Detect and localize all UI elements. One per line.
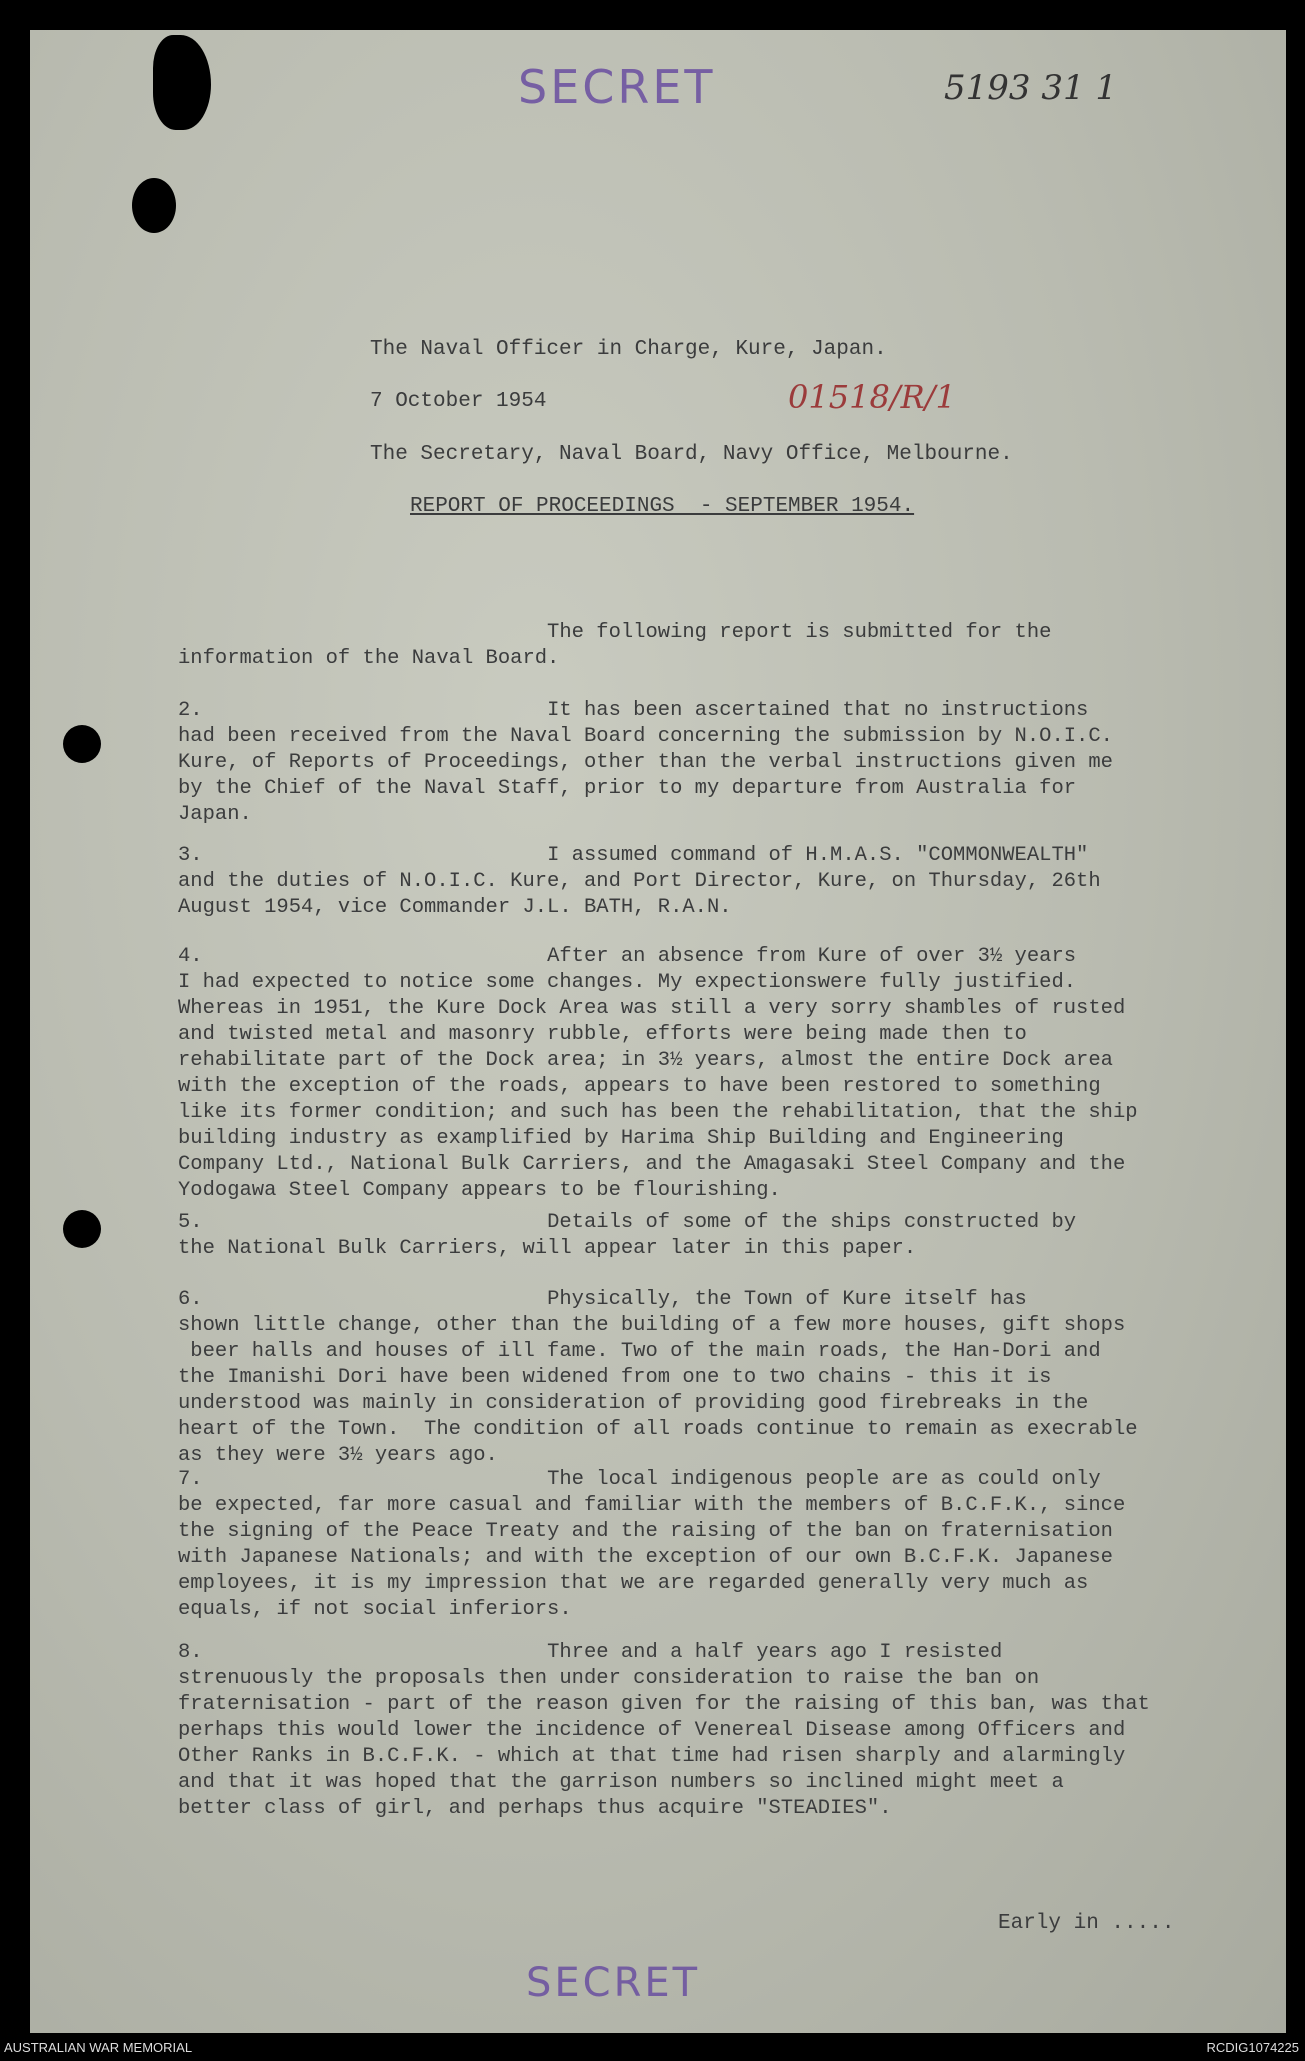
paragraph-line: I had expected to notice some changes. My expectionswere fully justified. <box>178 971 1077 994</box>
header-date: 7 October 1954 <box>370 390 547 413</box>
paragraph-line <box>178 1287 1138 1313</box>
paragraph-line: with Japanese Nationals; and with the exception of our own B.C.F.K. Japanese <box>178 1546 1113 1569</box>
footer-archive-id: RCDIG1074225 <box>1206 2040 1299 2055</box>
secret-stamp-bottom: SECRET <box>526 1960 701 2006</box>
paragraph-line: Japan. <box>178 803 252 826</box>
paragraph-7 <box>178 1467 1125 1623</box>
paragraph-number: 8. <box>178 1641 203 1664</box>
torn-hole <box>153 35 211 130</box>
paragraph-4 <box>178 944 1138 1204</box>
paragraph-text: The local indigenous people are as could only <box>202 1468 1101 1491</box>
paragraph-line: the National Bulk Carriers, will appear later in this paper. <box>178 1237 917 1260</box>
paragraph-line: better class of girl, and perhaps thus acquire "STEADIES". <box>178 1797 892 1820</box>
paragraph-line <box>178 1467 1125 1493</box>
paragraph-text: I assumed command of H.M.A.S. "COMMONWEALTH" <box>202 844 1089 867</box>
paragraph-line: equals, if not social inferiors. <box>178 1598 572 1621</box>
paragraph-line: and that it was hoped that the garrison numbers so inclined might meet a <box>178 1771 1064 1794</box>
paragraph-line: fraternisation - part of the reason given for the raising of this ban, was that <box>178 1693 1150 1716</box>
paragraph-line: like its former condition; and such has been the rehabilitation, that the ship <box>178 1101 1138 1124</box>
paragraph-line: perhaps this would lower the incidence of Venereal Disease among Officers and <box>178 1719 1126 1742</box>
paragraph-text: After an absence from Kure of over 3½ years <box>202 945 1077 968</box>
paragraph-line: beer halls and houses of ill fame. Two of the main roads, the Han-Dori and <box>178 1340 1101 1363</box>
paragraph-line: heart of the Town. The condition of all roads continue to remain as execrable <box>178 1418 1138 1441</box>
paragraph-3 <box>178 843 1101 921</box>
paragraph-line: Whereas in 1951, the Kure Dock Area was still a very sorry shambles of rusted <box>178 997 1126 1020</box>
paragraph-text: Details of some of the ships constructed by <box>202 1211 1077 1234</box>
paragraph-text: It has been ascertained that no instructions <box>202 699 1089 722</box>
punch-hole <box>63 1210 101 1248</box>
secret-stamp-top: SECRET <box>518 60 716 114</box>
paragraph-line: Kure, of Reports of Proceedings, other than the verbal instructions given me <box>178 751 1113 774</box>
header-from: The Naval Officer in Charge, Kure, Japan. <box>370 338 887 361</box>
paragraph-text: Physically, the Town of Kure itself has <box>202 1288 1027 1311</box>
paragraph-5 <box>178 1210 1076 1262</box>
punch-hole <box>63 725 101 763</box>
paragraph-line: and the duties of N.O.I.C. Kure, and Port Director, Kure, on Thursday, 26th <box>178 870 1101 893</box>
paragraph-line: shown little change, other than the building of a few more houses, gift shops <box>178 1314 1126 1337</box>
paragraph-line: rehabilitate part of the Dock area; in 3½ years, almost the entire Dock area <box>178 1049 1113 1072</box>
paragraph-1 <box>178 620 1051 672</box>
paragraph-2 <box>178 698 1113 828</box>
paragraph-line <box>178 1210 1076 1236</box>
torn-hole <box>132 178 176 233</box>
paragraph-number: 4. <box>178 945 203 968</box>
paragraph-line: strenuously the proposals then under consideration to raise the ban on <box>178 1667 1040 1690</box>
paragraph-line: as they were 3½ years ago. <box>178 1444 498 1467</box>
paragraph-line: understood was mainly in consideration of providing good firebreaks in the <box>178 1392 1089 1415</box>
paragraph-line: and twisted metal and masonry rubble, efforts were being made then to <box>178 1023 1027 1046</box>
document-page <box>30 30 1286 2033</box>
paragraph-6 <box>178 1287 1138 1469</box>
header-to: The Secretary, Naval Board, Navy Office, Melbourne. <box>370 443 1013 466</box>
paragraph-line: Other Ranks in B.C.F.K. - which at that time had risen sharply and alarmingly <box>178 1745 1126 1768</box>
paragraph-line: had been received from the Naval Board concerning the submission by N.O.I.C. <box>178 725 1113 748</box>
report-subject: REPORT OF PROCEEDINGS - SEPTEMBER 1954. <box>410 495 915 518</box>
paragraph-line: by the Chief of the Naval Staff, prior to my departure from Australia for <box>178 777 1077 800</box>
paragraph-line <box>178 698 1113 724</box>
continuation-text: Early in ..... <box>998 1912 1175 1935</box>
paragraph-line: August 1954, vice Commander J.L. BATH, R.A.N. <box>178 896 732 919</box>
paragraph-line: the Imanishi Dori have been widened from one to two chains - this it is <box>178 1366 1052 1389</box>
paragraph-line: with the exception of the roads, appears to have been restored to something <box>178 1075 1101 1098</box>
paragraph-text: Three and a half years ago I resisted <box>202 1641 1003 1664</box>
paragraph-number: 3. <box>178 844 203 867</box>
paragraph-line <box>178 944 1138 970</box>
paragraph-number: 6. <box>178 1288 203 1311</box>
paragraph-line: Company Ltd., National Bulk Carriers, and the Amagasaki Steel Company and the <box>178 1153 1126 1176</box>
reference-number: 01518/R/1 <box>788 378 956 416</box>
paragraph-line: information of the Naval Board. <box>178 647 560 670</box>
paragraph-line: employees, it is my impression that we are regarded generally very much as <box>178 1572 1089 1595</box>
paragraph-line: building industry as examplified by Harima Ship Building and Engineering <box>178 1127 1064 1150</box>
paragraph-line: the signing of the Peace Treaty and the raising of the ban on fraternisation <box>178 1520 1113 1543</box>
paragraph-line: The following report is submitted for the <box>178 621 1052 644</box>
paragraph-number: 7. <box>178 1468 203 1491</box>
paragraph-line <box>178 843 1101 869</box>
paragraph-number: 5. <box>178 1211 203 1234</box>
paragraph-line: Yodogawa Steel Company appears to be flourishing. <box>178 1179 781 1202</box>
paragraph-number: 2. <box>178 699 203 722</box>
paragraph-8 <box>178 1640 1150 1822</box>
footer-archive-name: AUSTRALIAN WAR MEMORIAL <box>4 2040 193 2055</box>
file-number: 5193 31 1 <box>944 68 1118 108</box>
paragraph-line: be expected, far more casual and familiar with the members of B.C.F.K., since <box>178 1494 1126 1517</box>
paragraph-line <box>178 1640 1150 1666</box>
